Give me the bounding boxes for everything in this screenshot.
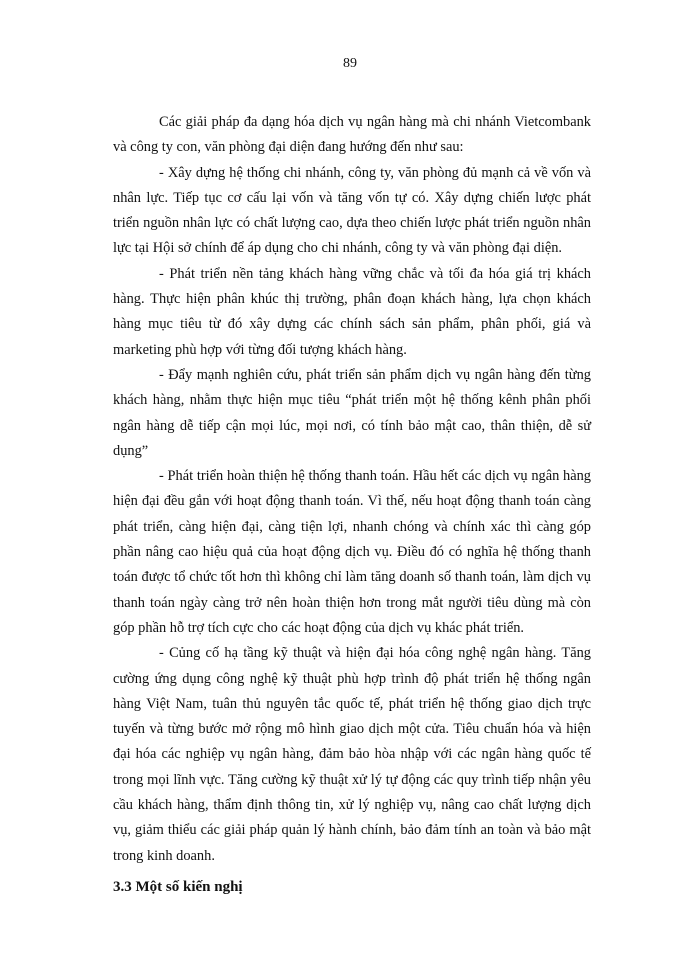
section-heading: 3.3 Một số kiến nghị bbox=[113, 878, 243, 895]
body-text bbox=[113, 110, 591, 900]
paragraph-technology: - Củng cố hạ tầng kỹ thuật và hiện đại hóa công nghệ ngân hàng. Tăng cường ứng dụng công nghệ kỹ thuật phù hợp trình độ phát triển hệ thống ngân hàng Việt Nam, tuân thủ nguyên tắc quốc tế, phát triển hệ thống giao dịch trực tuyến và từng bước mở rộng mô hình giao dịch một cửa. Tiêu chuẩn hóa và hiện đại hóa các nghiệp vụ ngân hàng, đảm bảo hòa nhập với các ngân hàng quốc tế trong mọi lĩnh vực. Tăng cường kỹ thuật xử lý tự động các quy trình tiếp nhận yêu cầu khách hàng, thẩm định thông tin, xử lý nghiệp vụ, nâng cao chất lượng dịch vụ, giảm thiểu các giải pháp quản lý hành chính, bảo đảm tính an toàn và bảo mật trong kinh doanh. bbox=[113, 645, 591, 864]
page-number: 89 bbox=[343, 56, 357, 71]
paragraph-product-research: - Đẩy mạnh nghiên cứu, phát triển sản phẩm dịch vụ ngân hàng đến từng khách hàng, nhằm thực hiện mục tiêu “phát triển một hệ thống kênh phân phối ngân hàng dễ tiếp cận mọi lúc, mọi nơi, có tính bảo mật cao, thân thiện, dễ sử dụng” bbox=[113, 366, 591, 459]
paragraph-payment-system: - Phát triển hoàn thiện hệ thống thanh toán. Hầu hết các dịch vụ ngân hàng hiện đại đều gắn với hoạt động thanh toán. Vì thế, nếu hoạt động thanh toán càng phát triển, càng hiện đại, càng tiện lợi, nhanh chóng và chính xác thì càng góp phần nâng cao hiệu quả của hoạt động dịch vụ. Điều đó có nghĩa hệ thống thanh toán được tổ chức tốt hơn thì không chỉ làm tăng doanh số thanh toán, làm dịch vụ thanh toán ngày càng trở nên hoàn thiện hơn trong mắt người tiêu dùng mà còn góp phần hỗ trợ tích cực cho các hoạt động của dịch vụ khác phát triển. bbox=[113, 468, 591, 636]
paragraph-intro: Các giải pháp đa dạng hóa dịch vụ ngân hàng mà chi nhánh Vietcombank và công ty con, văn phòng đại diện đang hướng đến như sau: bbox=[113, 114, 591, 156]
paragraph-branch-system: - Xây dựng hệ thống chi nhánh, công ty, văn phòng đủ mạnh cả về vốn và nhân lực. Tiếp tục cơ cấu lại vốn và tăng vốn tự có. Xây dựng chiến lược phát triển nguồn nhân lực có chất lượng cao, dựa theo chiến lược phát triển nguồn nhân lực tại Hội sở chính để áp dụng cho chi nhánh, công ty và văn phòng đại diện. bbox=[113, 164, 591, 257]
paragraph-customer-base: - Phát triển nền tảng khách hàng vững chắc và tối đa hóa giá trị khách hàng. Thực hiện phân khúc thị trường, phân đoạn khách hàng, lựa chọn khách hàng mục tiêu từ đó xây dựng các chính sách sản phẩm, phân phối, giá và marketing phù hợp với từng đối tượng khách hàng. bbox=[113, 265, 591, 358]
